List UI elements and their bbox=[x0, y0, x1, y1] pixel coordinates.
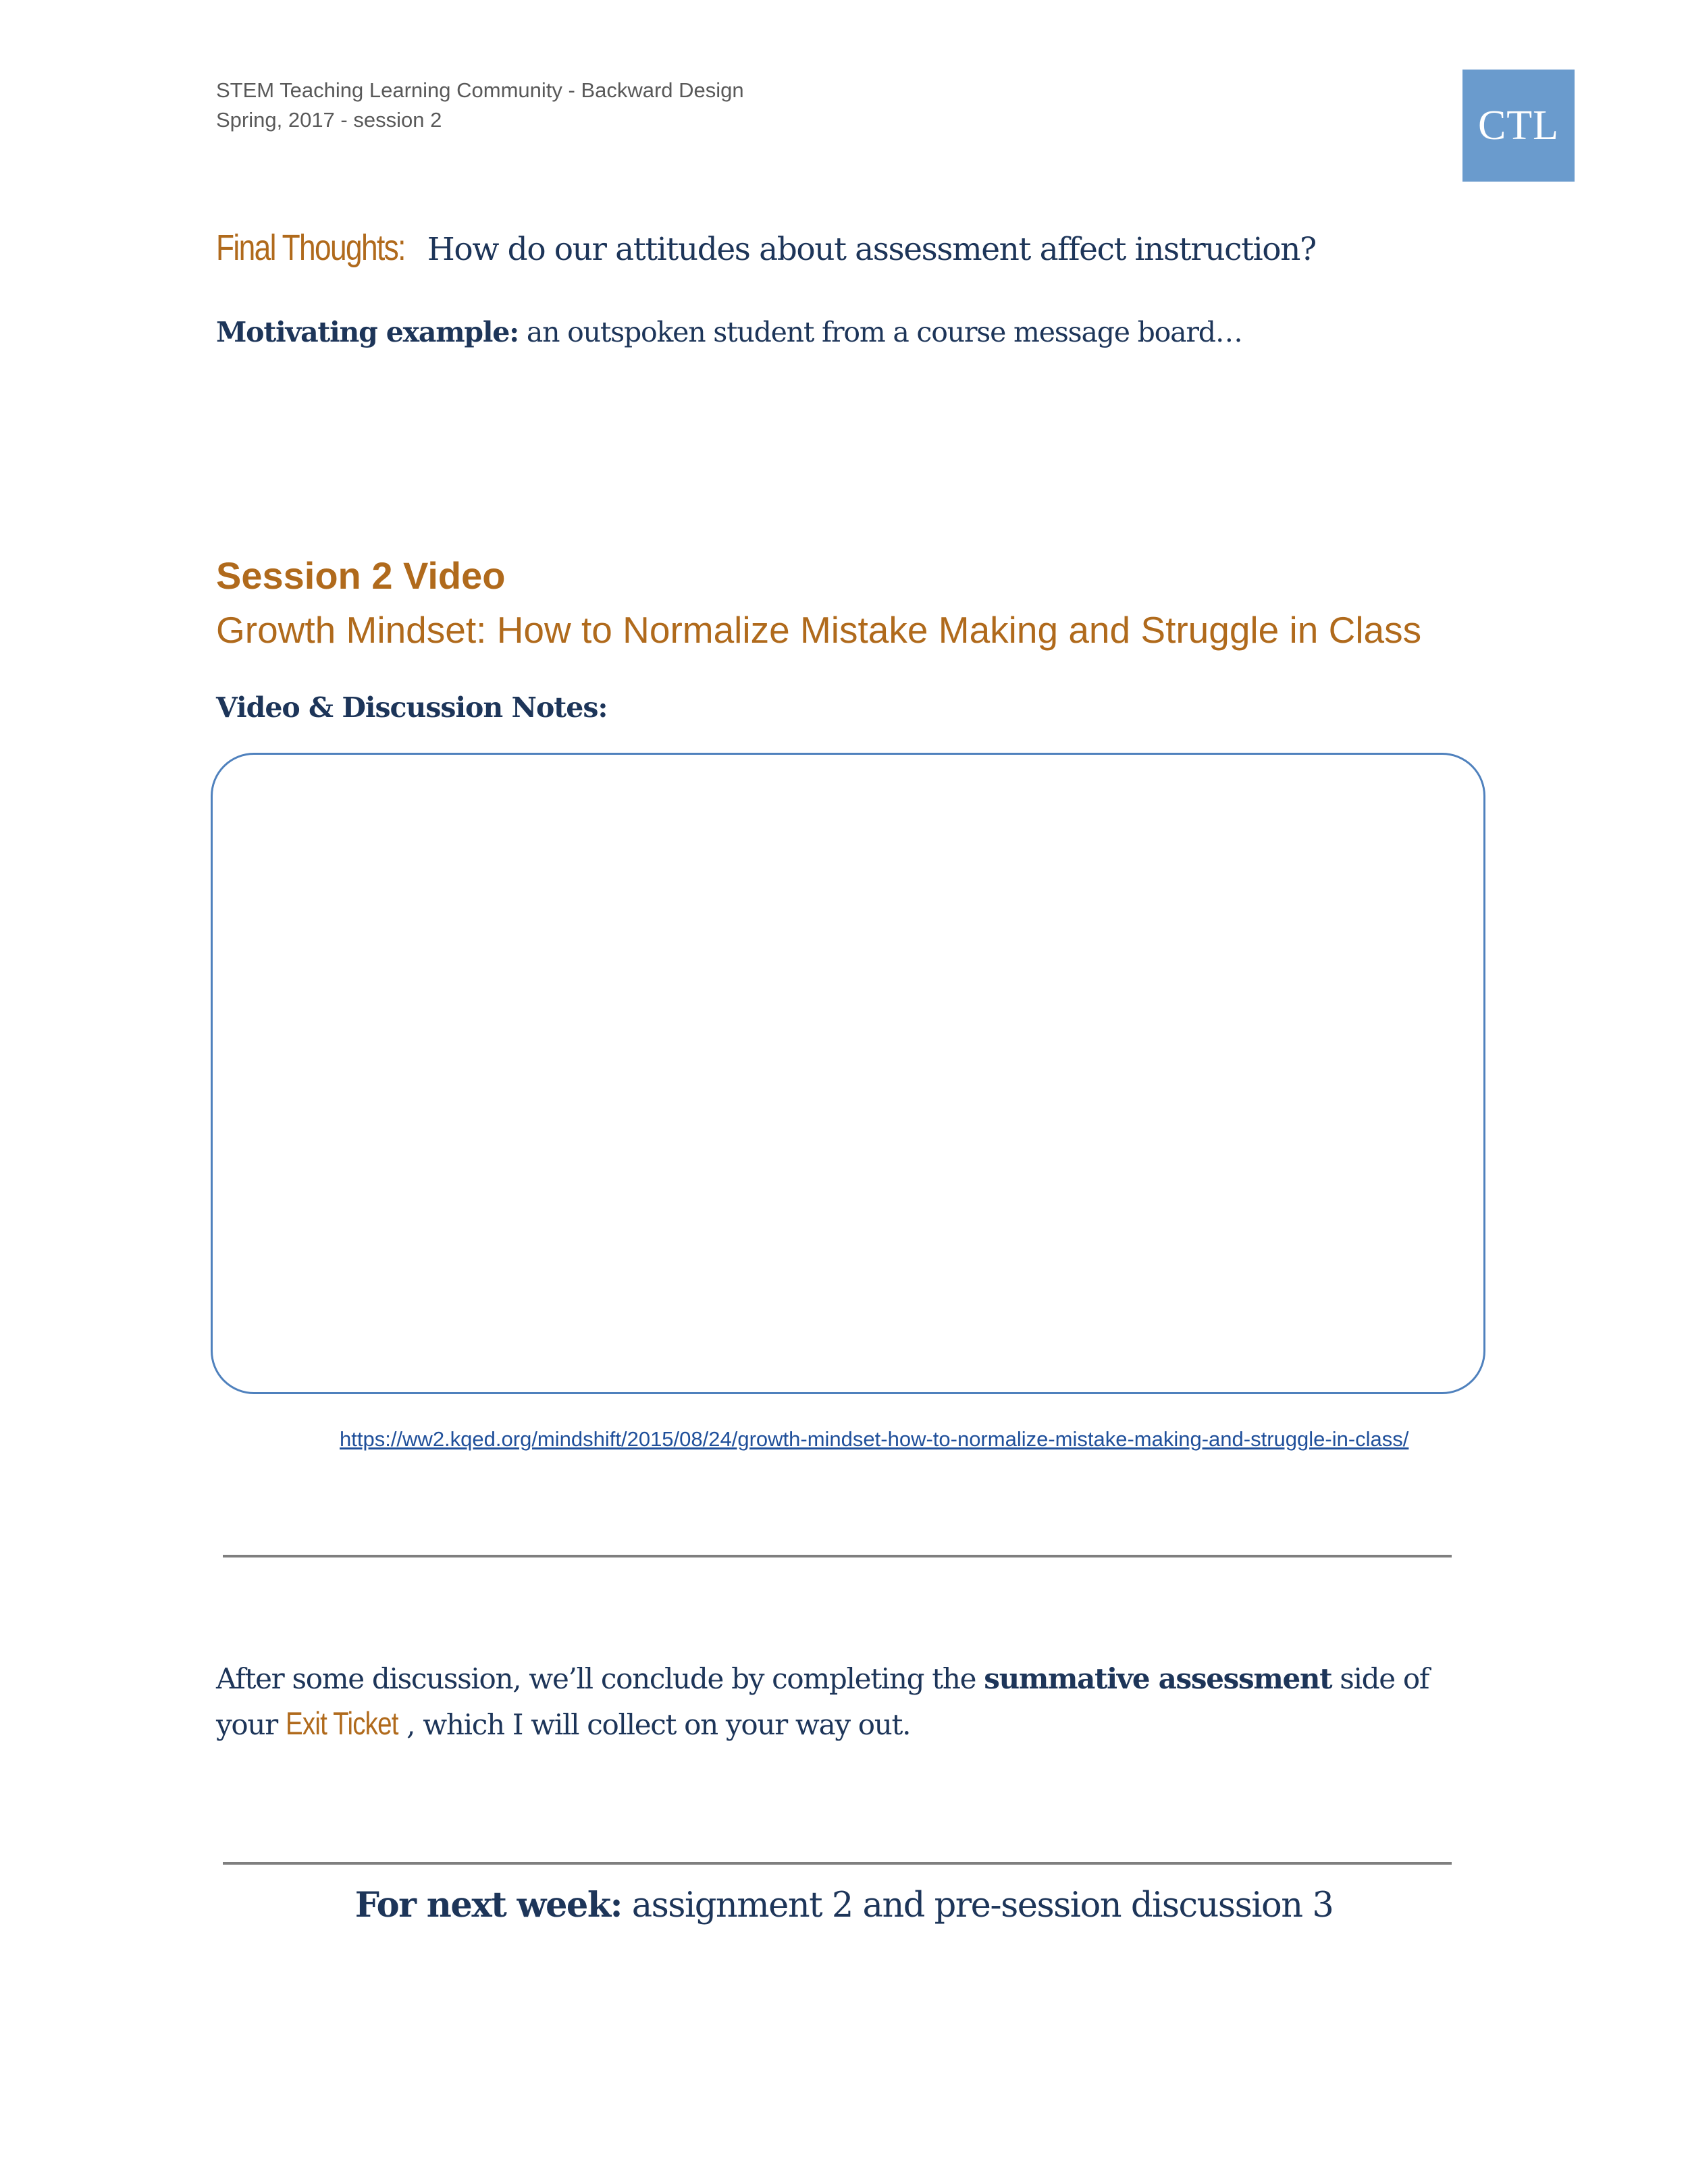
divider-top bbox=[223, 1555, 1452, 1557]
header-title: STEM Teaching Learning Community - Backward Design bbox=[216, 78, 744, 102]
exit-ticket-text: Exit Ticket bbox=[286, 1705, 398, 1741]
motivating-label: Motivating example: bbox=[216, 316, 519, 348]
conclusion-text-1: After some discussion, we’ll conclude by completing the bbox=[216, 1662, 984, 1695]
final-thoughts bbox=[216, 217, 1316, 288]
motivating-text: an outspoken student from a course message board… bbox=[519, 316, 1242, 348]
conclusion-text-2: side of your bbox=[216, 1662, 1429, 1741]
notes-label: Video & Discussion Notes: bbox=[216, 691, 608, 724]
notes-box[interactable] bbox=[211, 753, 1485, 1394]
divider-bottom bbox=[223, 1862, 1452, 1865]
video-title: Growth Mindset: How to Normalize Mistake Making and Struggle in Class bbox=[216, 609, 1422, 651]
next-week-label: For next week: bbox=[354, 1885, 623, 1925]
session-video-heading: Session 2 Video bbox=[216, 554, 506, 597]
motivating-example bbox=[216, 312, 1242, 352]
conclusion-text-3: , which I will collect on your way out. bbox=[406, 1708, 911, 1741]
next-week-text: assignment 2 and pre-session discussion 3 bbox=[622, 1886, 1334, 1925]
final-thoughts-label: Final Thoughts: bbox=[216, 228, 405, 268]
final-thoughts-question: How do our attitudes about assessment affect instruction? bbox=[418, 231, 1316, 268]
logo-text: CTL bbox=[1477, 102, 1560, 149]
conclusion-paragraph bbox=[216, 1657, 1485, 1747]
header-subtitle: Spring, 2017 - session 2 bbox=[216, 108, 442, 132]
next-week bbox=[0, 1878, 1688, 1933]
ctl-logo bbox=[1462, 70, 1575, 182]
summative-assessment-text: summative assessment bbox=[984, 1662, 1332, 1695]
video-link[interactable]: https://ww2.kqed.org/mindshift/2015/08/24/growth-mindset-how-to-normalize-mistake-making-and-struggle-in-class/ bbox=[340, 1427, 1409, 1451]
